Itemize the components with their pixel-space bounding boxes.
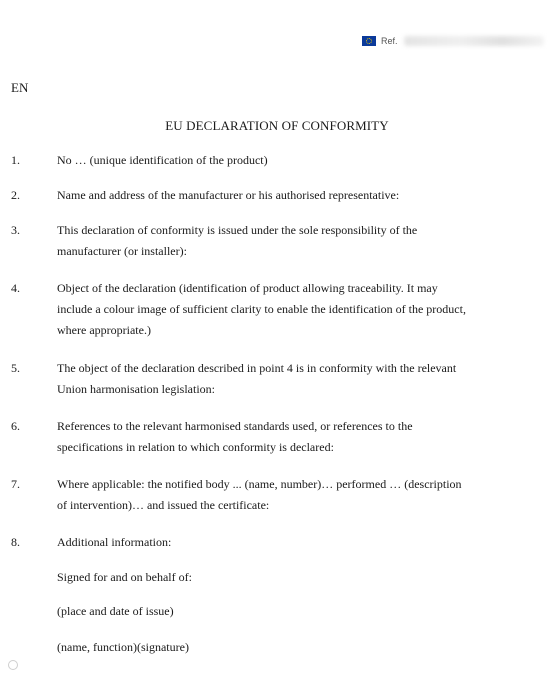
item-number: 5. bbox=[11, 361, 20, 375]
item-number: 1. bbox=[11, 153, 20, 167]
item-line: This declaration of conformity is issued under the sole responsibility of the bbox=[57, 223, 418, 237]
watermark-icon bbox=[8, 660, 18, 670]
item-line: Name and address of the manufacturer or his authorised representative: bbox=[57, 188, 400, 202]
item-line: Where applicable: the notified body ... (name, number)… performed … (description bbox=[57, 477, 462, 491]
reference-block bbox=[362, 36, 544, 46]
name-function-label: (name, function)(signature) bbox=[57, 640, 189, 654]
item-number: 7. bbox=[11, 477, 20, 491]
item-line: of intervention)… and issued the certificate: bbox=[57, 498, 270, 512]
ref-label: Ref. bbox=[381, 36, 398, 46]
item-line: Union harmonisation legislation: bbox=[57, 382, 215, 396]
item-text bbox=[57, 220, 517, 262]
item-text bbox=[57, 278, 517, 341]
item-number: 2. bbox=[11, 188, 20, 202]
redacted-reference bbox=[404, 36, 544, 46]
item-line: Additional information: bbox=[57, 535, 172, 549]
item-text bbox=[57, 416, 517, 458]
item-line: Object of the declaration (identification of product allowing traceability. It may bbox=[57, 281, 438, 295]
item-text bbox=[57, 474, 517, 516]
item-line: References to the relevant harmonised standards used, or references to the bbox=[57, 419, 413, 433]
item-number: 6. bbox=[11, 419, 20, 433]
eu-flag-icon bbox=[362, 36, 376, 46]
place-date-label: (place and date of issue) bbox=[57, 604, 174, 618]
item-line: No … (unique identification of the product) bbox=[57, 153, 268, 167]
item-text bbox=[57, 532, 517, 553]
item-line: The object of the declaration described in point 4 is in conformity with the relevant bbox=[57, 361, 457, 375]
watermark bbox=[8, 660, 21, 670]
item-number: 4. bbox=[11, 281, 20, 295]
language-code: EN bbox=[11, 80, 29, 95]
item-line: specifications in relation to which conformity is declared: bbox=[57, 440, 334, 454]
item-number: 8. bbox=[11, 535, 20, 549]
item-text bbox=[57, 358, 517, 400]
item-line: manufacturer (or installer): bbox=[57, 244, 187, 258]
item-line: include a colour image of sufficient clarity to enable the identification of the product, bbox=[57, 302, 466, 316]
item-text bbox=[57, 185, 517, 206]
signed-for-label: Signed for and on behalf of: bbox=[57, 570, 192, 584]
item-text bbox=[57, 150, 517, 171]
item-number: 3. bbox=[11, 223, 20, 237]
item-line: where appropriate.) bbox=[57, 323, 151, 337]
document-title: EU DECLARATION OF CONFORMITY bbox=[165, 118, 389, 133]
